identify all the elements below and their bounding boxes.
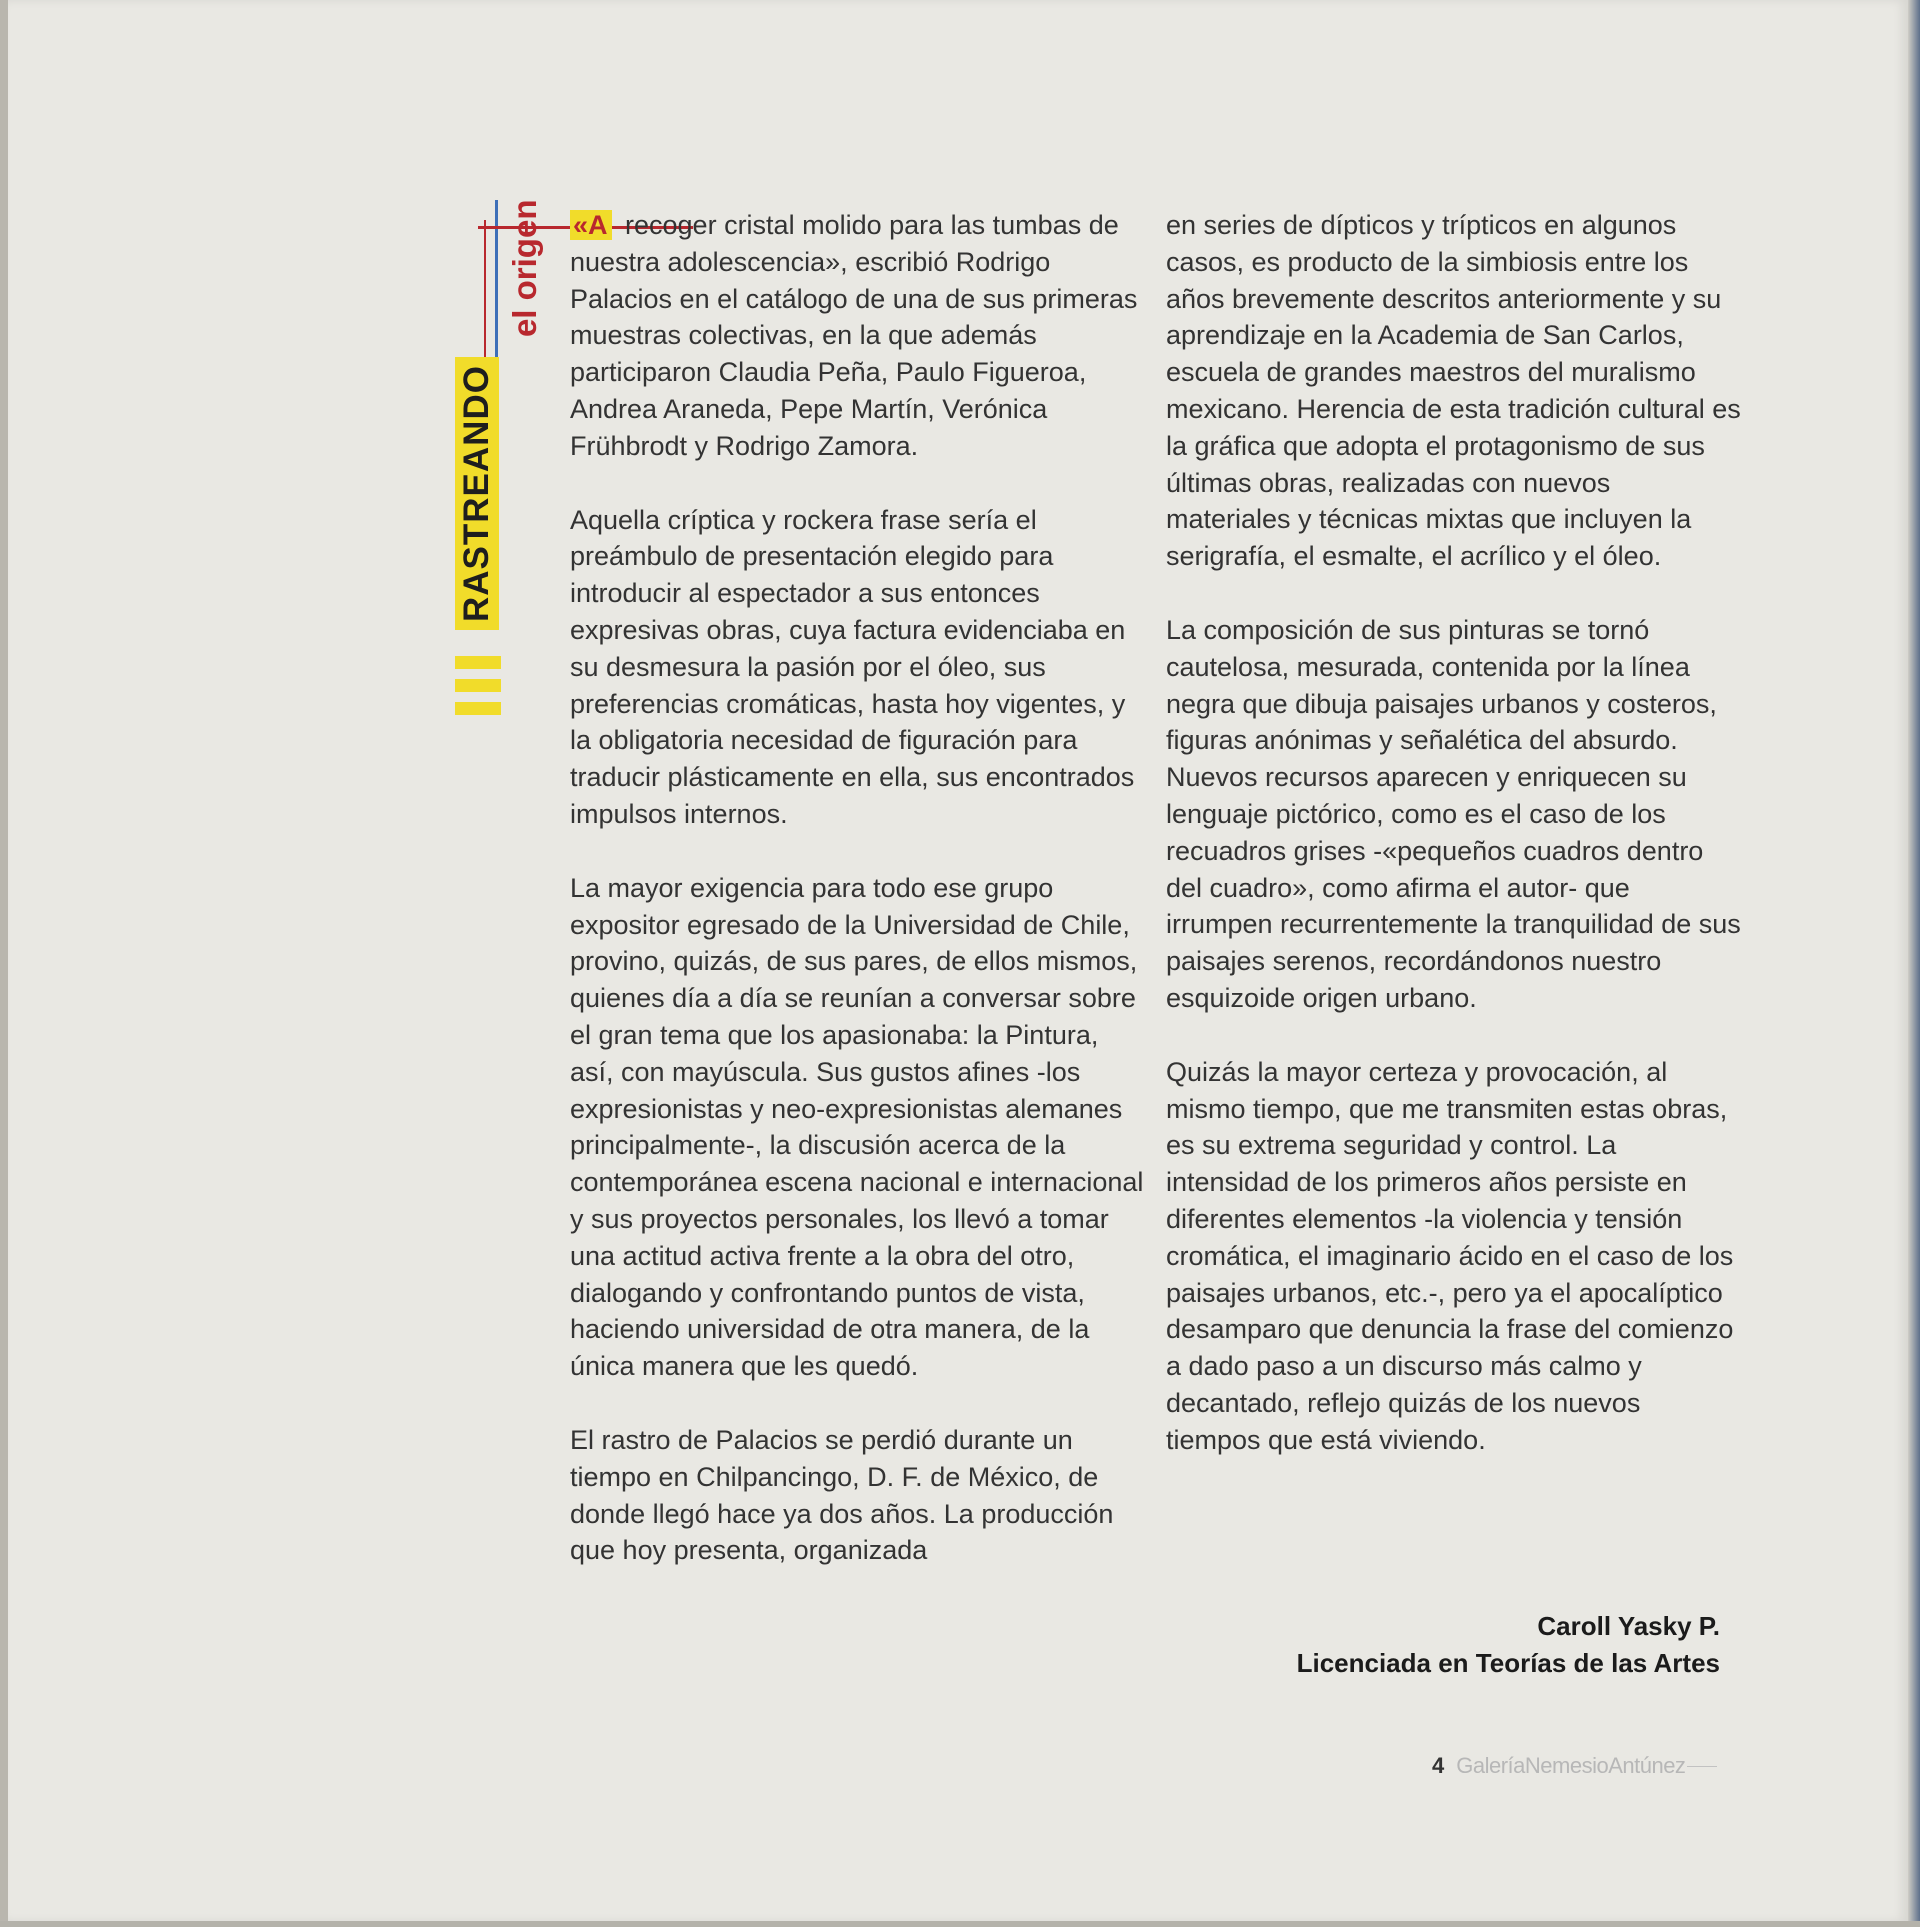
author-role: Licenciada en Teorías de las Artes xyxy=(1296,1648,1720,1678)
paragraph-text: recoger cristal molido para las tumbas de nuestra adolescencia», escribió Rodrigo Palacios en el catálogo de una de sus primeras muestras colectivas, en la que además participaron Claudia Peña, Paulo Figueroa, Andrea Araneda, Pepe Martín, Verónica Frühbrodt y Rodrigo Zamora. xyxy=(570,210,1138,461)
footer-rule xyxy=(1687,1766,1717,1767)
paragraph: en series de dípticos y trípticos en algunos casos, es producto de la simbiosis entre los años brevemente descritos anteriormente y su aprendizaje en la Academia de San Carlos, escuela de grandes maestros del muralismo mexicano. Herencia de esta tradición cultural es la gráfica que adopta el protagonismo de sus últimas obras, realizadas con nuevos materiales y técnicas mixtas que incluyen la serigrafía, el esmalte, el acrílico y el óleo. xyxy=(1166,210,1741,572)
paragraph xyxy=(570,207,1145,465)
yellow-bar xyxy=(455,679,501,692)
section-heading xyxy=(455,199,543,630)
heading-title: RASTREANDO xyxy=(455,357,499,630)
paragraph: El rastro de Palacios se perdió durante un tiempo en Chilpancingo, D. F. de México, de donde llegó hace ya dos años. La producción que hoy presenta, organizada xyxy=(570,1424,1114,1566)
book-edge xyxy=(1908,0,1920,1927)
yellow-bar xyxy=(455,656,501,669)
drop-cap: «A xyxy=(570,210,612,240)
page-number: 4 xyxy=(1432,1753,1445,1778)
page-footer xyxy=(1432,1753,1717,1779)
author-name: Caroll Yasky P. xyxy=(1537,1611,1720,1641)
book-bottom-edge xyxy=(0,1921,1920,1927)
paragraph: Quizás la mayor certeza y provocación, al mismo tiempo, que me transmiten estas obras, es su extrema seguridad y control. La intensidad de los primeros años persiste en diferentes elementos -la violencia y tensión cromática, el imaginario ácido en el caso de los paisajes urbanos, etc.-, pero ya el apocalíptico desamparo que denuncia la frase del comienzo a dado paso a un discurso más calmo y decantado, reflejo quizás de los nuevos tiempos que está viviendo. xyxy=(1166,1056,1734,1455)
gallery-name: GaleríaNemesioAntúnez xyxy=(1456,1753,1686,1778)
author-signature xyxy=(1297,1608,1720,1682)
article-column-right xyxy=(1166,207,1741,1496)
decorative-bars xyxy=(455,656,501,725)
heading-subtitle: el origen xyxy=(506,199,543,338)
catalog-page xyxy=(8,0,1908,1922)
paragraph: Aquella críptica y rockera frase sería el preámbulo de presentación elegido para introducir al espectador a sus entonces expresivas obras, cuya factura evidenciaba en su desmesura la pasión por el óleo, sus preferencias cromáticas, hasta hoy vigentes, y la obligatoria necesidad de figuración para traducir plásticamente en ella, sus encontrados impulsos internos. xyxy=(570,504,1135,829)
paragraph: La composición de sus pinturas se tornó cautelosa, mesurada, contenida por la línea negra que dibuja paisajes urbanos y costeros, figuras anónimas y señalética del absurdo. Nuevos recursos aparecen y enriquecen su lenguaje pictórico, como es el caso de los recuadros grises -«pequeños cuadros dentro del cuadro», como afirma el autor- que irrumpen recurrentemente la tranquilidad de sus paisajes serenos, recordándonos nuestro esquizoide origen urbano. xyxy=(1166,614,1741,1013)
article-column-left xyxy=(570,207,1145,1606)
paragraph: La mayor exigencia para todo ese grupo expositor egresado de la Universidad de Chile, provino, quizás, de sus pares, de ellos mismos, quienes día a día se reunían a conversar sobre el gran tema que los apasionaba: la Pintura, así, con mayúscula. Sus gustos afines -los expresionistas y neo-expresionistas alemanes principalmente-, la discusión acerca de la contemporánea escena nacional e internacional y sus proyectos personales, los llevó a tomar una actitud activa frente a la obra del otro, dialogando y confrontando puntos de vista, haciendo universidad de otra manera, de la única manera que les quedó. xyxy=(570,872,1144,1382)
yellow-bar xyxy=(455,702,501,715)
